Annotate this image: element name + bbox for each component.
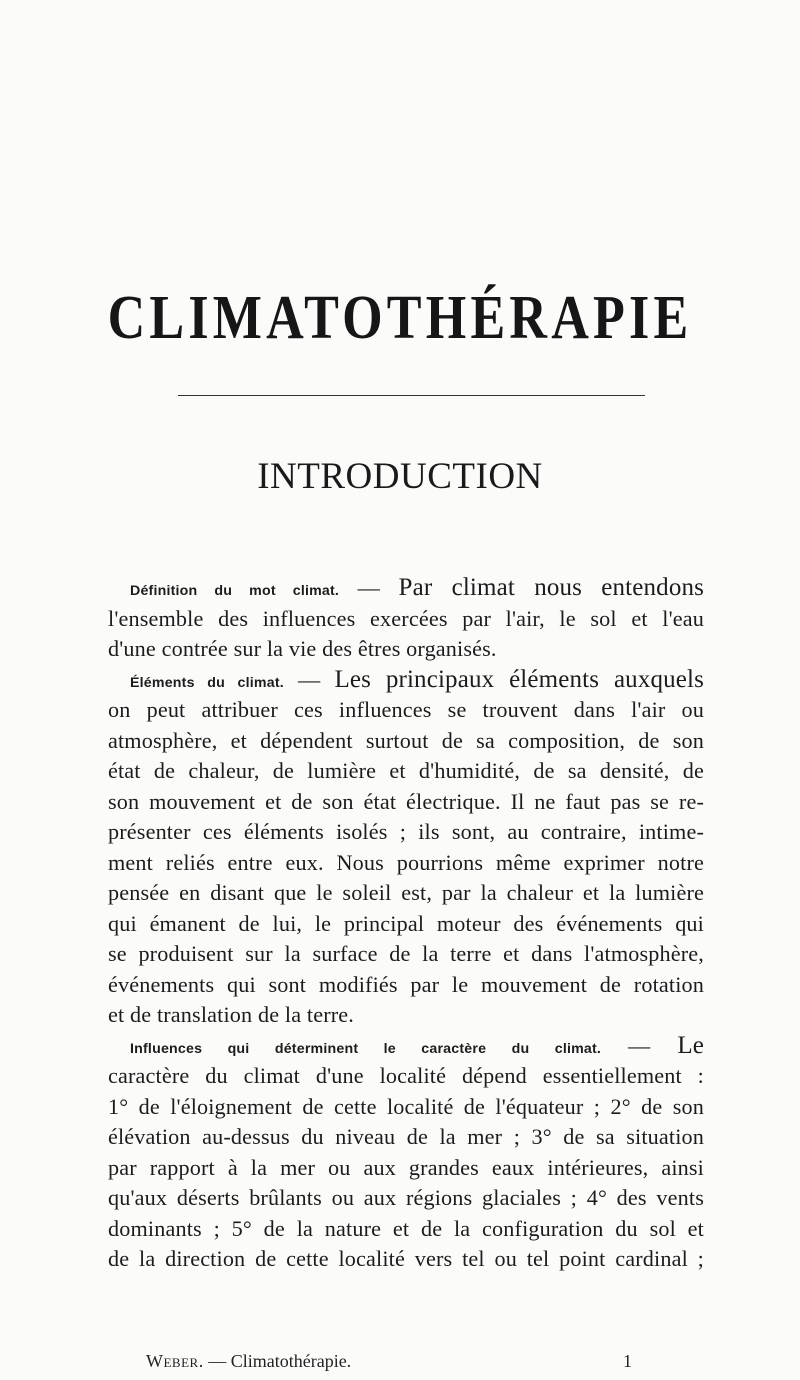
lead-text: Les principaux éléments auxquels bbox=[334, 665, 705, 693]
text-line: son mouvement et de son état électrique. Il ne faut pas se re- bbox=[108, 788, 704, 814]
text-line: pensée en disant que le soleil est, par la chaleur et la lumière bbox=[108, 880, 704, 905]
text-line: ment reliés entre eux. Nous pourrions même exprimer notre bbox=[108, 849, 704, 875]
text-line: qui émanent de lui, le principal moteur des événements qui bbox=[108, 910, 704, 936]
text-line: atmosphère, et dépendent surtout de sa composition, de son bbox=[108, 727, 704, 753]
text-line: par rapport à la mer ou aux grandes eaux intérieures, ainsi bbox=[108, 1154, 704, 1180]
text-line: événements qui sont modifiés par le mouvement de rotation bbox=[108, 971, 704, 997]
text-line: présenter ces éléments isolés ; ils sont, au contraire, intime- bbox=[108, 819, 704, 844]
body-text bbox=[108, 573, 704, 1275]
title-rule bbox=[178, 395, 645, 396]
text-line: état de chaleur, de lumière et d'humidité, de sa densité, de bbox=[108, 758, 704, 783]
page-footer: Weber. — Climatothérapie. 1 bbox=[146, 1351, 632, 1371]
text-line: on peut attribuer ces influences se trouvent dans l'air ou bbox=[108, 697, 704, 722]
text-line: l'ensemble des influences exercées par l'air, le sol et l'eau bbox=[108, 605, 704, 631]
page-number: 1 bbox=[623, 1351, 632, 1371]
paragraph-first-line: Définition du mot climat. — Par climat nous entendons bbox=[130, 574, 705, 601]
footer-book-title: Climatothérapie. bbox=[230, 1351, 352, 1371]
text-line: élévation au-dessus du niveau de la mer ; 3° de sa situation bbox=[108, 1124, 704, 1149]
side-title: Éléments du climat. bbox=[130, 674, 284, 691]
footer-author: Weber. bbox=[146, 1351, 204, 1371]
text-line: dominants ; 5° de la nature et de la configuration du sol et bbox=[108, 1215, 704, 1241]
text-line: qu'aux déserts brûlants ou aux régions glaciales ; 4° des vents bbox=[108, 1185, 704, 1210]
paragraph-first-line: Éléments du climat. — Les principaux éléments auxquels bbox=[130, 665, 705, 693]
text-line: 1° de l'éloignement de cette localité de l'équateur ; 2° de son bbox=[108, 1093, 704, 1119]
text-line: se produisent sur la surface de la terre et dans l'atmosphère, bbox=[108, 941, 704, 966]
text-line: et de translation de la terre. bbox=[108, 1002, 354, 1027]
paragraph-first-line: Influences qui déterminent le caractère du climat. — Le bbox=[130, 1031, 705, 1059]
text-line: caractère du climat d'une localité dépend essentiellement : bbox=[108, 1063, 704, 1088]
side-title: Définition du mot climat. bbox=[130, 583, 340, 599]
side-title: Influences qui déterminent le caractère du climat. bbox=[130, 1040, 602, 1057]
lead-text: Par climat nous entendons bbox=[398, 574, 705, 601]
page-title: CLIMATOTHÉRAPIE bbox=[107, 284, 693, 352]
text-line: de la direction de cette localité vers tel ou tel point cardinal ; bbox=[108, 1246, 704, 1271]
text-line: d'une contrée sur la vie des êtres organisés. bbox=[108, 636, 497, 661]
lead-text: Le bbox=[677, 1031, 705, 1059]
section-heading: INTRODUCTION bbox=[257, 456, 543, 497]
